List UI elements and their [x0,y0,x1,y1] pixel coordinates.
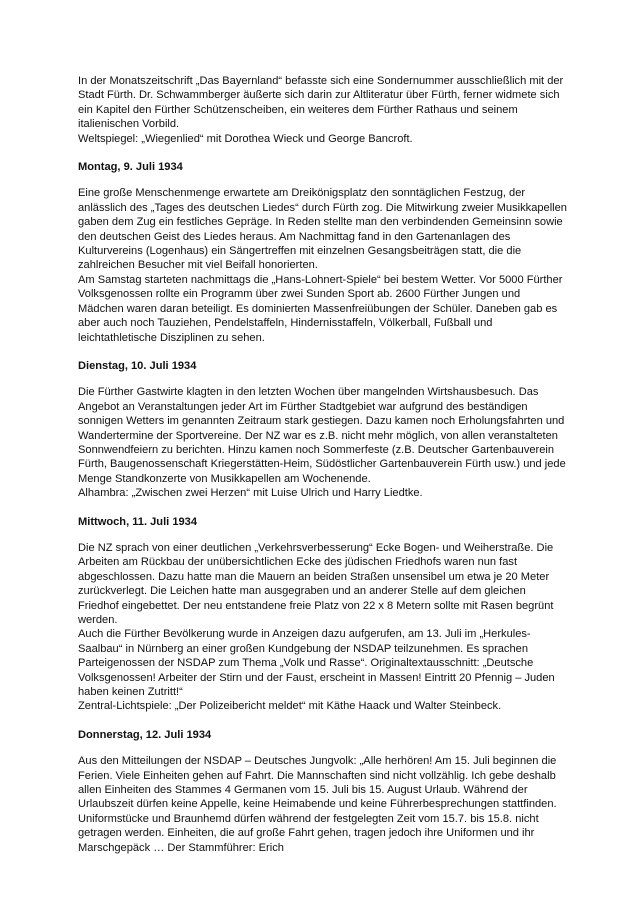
entry-film-note: Alhambra: „Zwischen zwei Herzen“ mit Luise Ulrich und Harry Liedtke. [78,487,423,500]
entry-paragraph: Die NZ sprach von einer deutlichen „Verkehrsverbesserung“ Ecke Bogen- und Weiherstraße. Die Arbeiten am Rückbau der unübersichtlichen Ecke des jüdischen Friedhofs waren nun fast abgeschlossen. Dazu hatte man die Mauern an beiden Straßen unsensibel um etwa je 20 Meter zurückverlegt. Die Leichen hatte man ausgegraben und an anderer Stelle auf dem gleichen Friedhof eingebettet. Der neu entstandene freie Platz von 22 x 8 Metern sollte mit Rasen begrünt werden. [78,541,554,626]
intro-paragraph: In der Monatszeitschrift „Das Bayernland“ befasste sich eine Sondernummer ausschließlich mit der Stadt Fürth. Dr. Schwammberger äußerte sich darin zur Altliteratur über Fürth, ferner widmete sich ein Kapitel den Fürther Schützenscheiben, ein weiteres dem Fürther Rathaus und seinem italienischen Vorbild. [78,75,564,131]
entry-date-heading: Donnerstag, 12. Juli 1934 [78,728,212,741]
document-page [78,74,568,855]
entry-film-note: Zentral-Lichtspiele: „Der Polizeibericht meldet“ mit Käthe Haack und Walter Steinbeck. [78,700,502,713]
entry-paragraph: Eine große Menschenmenge erwartete am Dreikönigsplatz den sonntäglichen Festzug, der anlässlich des „Tages des deutschen Liedes“ durch Fürth zog. Die Mitwirkung zweier Musikkapellen gaben dem Zug ein festliches Gepräge. In Reden stellte man den verbindenden Gemeinsinn sowie den deutschen Geist des Liedes heraus. Am Nachmittag fand in den Gartenanlagen des Kulturvereins (Logenhaus) ein Sängertreffen mit einzelnen Gesangsbeiträgen statt, die die zahlreichen Besucher mit viel Beifall honorierten. [78,187,567,272]
entry-paragraph: Aus den Mitteilungen der NSDAP – Deutsches Jungvolk: „Alle herhören! Am 15. Juli beginnen die Ferien. Viele Einheiten gehen auf Fahrt. Die Mannschaften sind nicht vollzählig. Ich gebe deshalb allen Einheiten des Stammes 4 Germanen vom 15. Juli bis 15. August Urlaub. Während der Urlaubszeit dürfen keine Appelle, keine Heimabende und keine Führerbesprechungen stattfinden. Uniformstücke und Braunhemd dürfen während der festgelegten Zeit vom 15.7. bis 15.8. nicht getragen werden. Einheiten, die auf große Fahrt gehen, tragen jedoch ihre Uniformen und ihr Marschgepäck … Der Stammführer: Erich [78,755,557,854]
entry-paragraph: Am Samstag starteten nachmittags die „Hans-Lohnert-Spiele“ bei bestem Wetter. Vor 5000 Fürther Volksgenossen rollte ein Programm über zwei Sunden Sport ab. 2600 Fürther Jungen und Mädchen waren daran beteiligt. Es dominierten Massenfreiübungen der Schüler. Daneben gab es aber auch noch Tauziehen, Pendelstaffeln, Hindernisstaffeln, Völkerball, Fußball und leichtathletische Disziplinen zu sehen. [78,273,563,344]
entry-date-heading: Dienstag, 10. Juli 1934 [78,359,197,372]
entry-paragraph: Die Fürther Gastwirte klagten in den letzten Wochen über mangelnden Wirtshausbesuch. Das Angebot an Veranstaltungen jeder Art im Fürther Stadtgebiet war aufgrund des beständigen sonnigen Wetters im genannten Zeitraum stark gestiegen. Dazu kamen noch Erholungsfahrten und Wandertermine der Sportvereine. Der NZ war es z.B. nicht mehr möglich, von allen veranstalteten Sonnwendfeiern zu berichten. Hinzu kamen noch Sommerfeste (z.B. Deutscher Gartenbauverein Fürth, Baugenossenschaft Kriegerstätten-Heim, Südöstlicher Gartenbauverein Fürth usw.) und jede Menge Standkonzerte von Musikkapellen am Wochenende. [78,386,566,485]
entry-paragraph: Auch die Fürther Bevölkerung wurde in Anzeigen dazu aufgerufen, am 13. Juli im „Herkules-Saalbau“ in Nürnberg an einer großen Kundgebung der NSDAP teilzunehmen. Es sprachen Parteigenossen der NSDAP zum Thema „Volk und Rasse“. Originaltextausschnitt: „Deutsche Volksgenossen! Arbeiter der Stirn und der Faust, erscheint in Massen! Eintritt 20 Pfennig – Juden haben keinen Zutritt!“ [78,628,555,699]
entry-date-heading: Mittwoch, 11. Juli 1934 [78,515,197,528]
intro-film-note: Weltspiegel: „Wiegenlied“ mit Dorothea Wieck und George Bancroft. [78,132,413,145]
entry-date-heading: Montag, 9. Juli 1934 [78,161,183,174]
